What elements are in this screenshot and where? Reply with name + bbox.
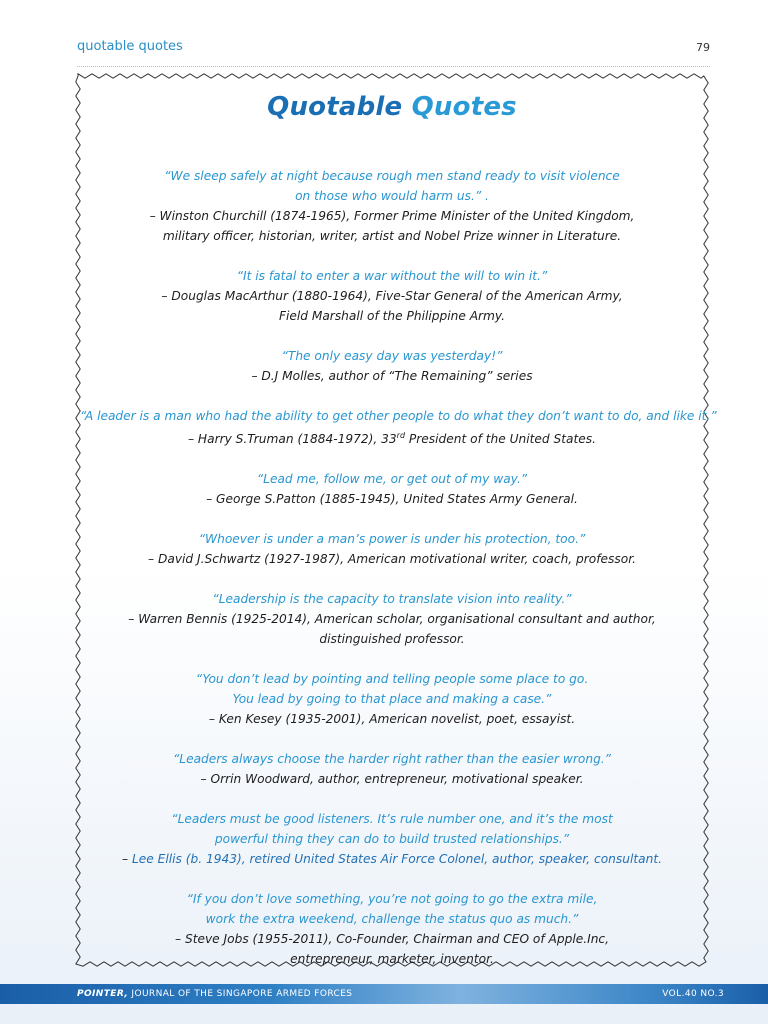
title-part-2: Quotes: [411, 92, 517, 122]
quote-attribution: military officer, historian, writer, artist and Nobel Prize winner in Literature.: [162, 229, 622, 243]
quote-text: “Lead me, follow me, or get out of my way.”: [256, 472, 528, 487]
journal-title: [77, 989, 352, 999]
quotes-panel: [80, 92, 717, 989]
attribution-link[interactable]: Lee Ellis (b. 1943), retired United States Air Force Colonel, author, speaker, consultant.: [131, 852, 662, 867]
quote-item: [80, 406, 717, 449]
quote-text: on those who would harm us.” .: [295, 189, 489, 203]
quote-attribution: – Winston Churchill (1874-1965), Former Prime Minister of the United Kingdom,: [149, 209, 635, 223]
quote-attribution: [80, 426, 704, 449]
quote-item: [80, 266, 704, 326]
quote-attribution: – David J.Schwartz (1927-1987), American motivational writer, coach, professor.: [148, 552, 636, 567]
ordinal-suffix: rd: [396, 431, 406, 440]
quote-attribution: [80, 849, 704, 869]
quote-attribution: – Douglas MacArthur (1880-1964), Five-Star General of the American Army,: [161, 289, 623, 303]
quote-text: “We sleep safely at night because rough men stand ready to visit violence: [164, 169, 620, 183]
quote-item: [80, 166, 704, 246]
page-title: [80, 92, 704, 122]
quote-attribution: – Ken Kesey (1935-2001), American novelist, poet, essayist.: [208, 712, 576, 727]
attribution-text: – Harry S.Truman (1884-1972), 33: [187, 432, 397, 447]
quote-text: powerful thing they can do to build trusted relationships.”: [214, 832, 570, 847]
quote-attribution: entrepreneur, marketer, inventor.: [290, 952, 494, 967]
quote-text: You lead by going to that place and making a case.”: [232, 692, 552, 707]
quote-item: [80, 669, 704, 729]
quote-text: “Whoever is under a man’s power is under his protection, too.”: [198, 532, 586, 547]
quote-item: [80, 589, 704, 649]
attribution-text: President of the United States.: [405, 432, 597, 447]
quote-item: [80, 889, 704, 969]
quote-attribution: – Steve Jobs (1955-2011), Co-Founder, Chairman and CEO of Apple.Inc,: [174, 932, 610, 947]
footer-bar: [0, 984, 768, 1004]
header-divider: [77, 66, 710, 67]
quote-text: “Leadership is the capacity to translate vision into reality.”: [212, 592, 572, 607]
volume-number: VOL.40 NO.3: [662, 989, 724, 999]
quote-text: “The only easy day was yesterday!”: [281, 349, 503, 363]
page-number: 79: [696, 41, 710, 54]
quote-item: [80, 469, 704, 509]
quote-item: [80, 346, 704, 386]
quote-attribution: – Warren Bennis (1925-2014), American scholar, organisational consultant and author,: [128, 612, 656, 627]
quote-text: “If you don’t love something, you’re not going to go the extra mile,: [186, 892, 598, 907]
quote-text: “A leader is a man who had the ability to get other people to do what they don’t want to do, and like it.”: [80, 409, 717, 423]
attribution-dash: –: [122, 852, 132, 867]
quote-text: “You don’t lead by pointing and telling people some place to go.: [195, 672, 589, 687]
journal-subtitle: JOURNAL OF THE SINGAPORE ARMED FORCES: [128, 989, 353, 999]
quote-attribution: distinguished professor.: [319, 632, 465, 647]
quote-attribution: – D.J Molles, author of “The Remaining” series: [251, 369, 533, 383]
title-part-1: Quotable: [267, 92, 403, 122]
quote-attribution: Field Marshall of the Philippine Army.: [278, 309, 506, 323]
journal-name: POINTER,: [77, 989, 129, 999]
quote-text: “Leaders always choose the harder right rather than the easier wrong.”: [172, 752, 611, 767]
quote-attribution: – George S.Patton (1885-1945), United States Army General.: [206, 492, 578, 507]
quote-text: “Leaders must be good listeners. It’s rule number one, and it’s the most: [171, 812, 613, 827]
quote-item: [80, 529, 704, 569]
quote-item: [80, 749, 704, 789]
quote-text: “It is fatal to enter a war without the will to win it.”: [236, 269, 548, 283]
quote-attribution: – Orrin Woodward, author, entrepreneur, motivational speaker.: [200, 772, 584, 787]
quote-text: work the extra weekend, challenge the status quo as much.”: [205, 912, 579, 927]
running-head: quotable quotes: [77, 39, 183, 54]
quote-item: [80, 809, 704, 869]
